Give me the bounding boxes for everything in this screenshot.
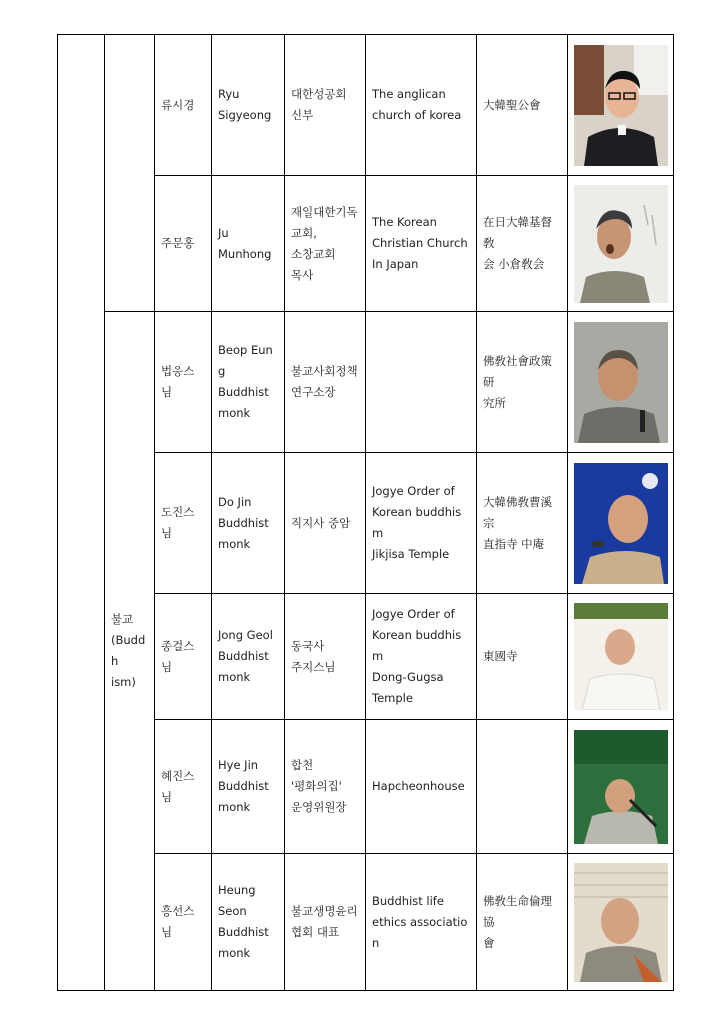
korean-title-cell: 대한성공회 신부 <box>285 35 366 176</box>
group-cell-christian <box>105 35 155 312</box>
korean-title-cell: 직지사 중암 <box>285 453 366 594</box>
outer-category-cell <box>58 35 105 991</box>
english-org-cell: The anglican church of korea <box>366 35 477 176</box>
english-name-cell: Heung Seon Buddhist monk <box>212 854 285 991</box>
photo-cell <box>568 35 674 176</box>
photo-cell <box>568 854 674 991</box>
table-row <box>58 35 674 176</box>
photo-cell <box>568 176 674 312</box>
chinese-org-cell: 大韓聖公會 <box>477 35 568 176</box>
korean-title-cell: 합천 '평화의집' 운영위원장 <box>285 720 366 854</box>
photo-cell <box>568 453 674 594</box>
photo-cell <box>568 594 674 720</box>
english-name-cell: Beop Eung Buddhist monk <box>212 312 285 453</box>
english-org-cell: The Korean Christian Church In Japan <box>366 176 477 312</box>
english-org-cell: Jogye Order of Korean buddhism Jikjisa Temple <box>366 453 477 594</box>
english-org-cell: Hapcheonhouse <box>366 720 477 854</box>
korean-name-cell: 종걸스님 <box>155 594 212 720</box>
korean-name-cell: 주문홍 <box>155 176 212 312</box>
korean-title-cell: 재일대한기독 교회, 소창교회 목사 <box>285 176 366 312</box>
korean-name-cell: 혜진스님 <box>155 720 212 854</box>
english-name-cell: Jong Geol Buddhist monk <box>212 594 285 720</box>
chinese-org-cell <box>477 720 568 854</box>
english-name-cell: Hye Jin Buddhist monk <box>212 720 285 854</box>
english-org-cell: Jogye Order of Korean buddhism Dong-Gugsa Temple <box>366 594 477 720</box>
korean-name-cell: 법응스님 <box>155 312 212 453</box>
portrait-photo <box>574 185 668 303</box>
english-org-cell <box>366 312 477 453</box>
table-row <box>58 312 674 453</box>
portrait-photo <box>574 863 668 982</box>
korean-name-cell: 흥선스님 <box>155 854 212 991</box>
korean-title-cell: 불교사회정책 연구소장 <box>285 312 366 453</box>
korean-title-cell: 불교생명윤리 협회 대표 <box>285 854 366 991</box>
portrait-photo <box>574 45 668 166</box>
chinese-org-cell: 佛敎生命倫理協 會 <box>477 854 568 991</box>
english-name-cell: Ryu Sigyeong <box>212 35 285 176</box>
portrait-photo <box>574 603 668 710</box>
english-name-cell: Ju Munhong <box>212 176 285 312</box>
korean-title-cell: 동국사 주지스님 <box>285 594 366 720</box>
photo-cell <box>568 720 674 854</box>
chinese-org-cell: 佛敎社會政策研 究所 <box>477 312 568 453</box>
portrait-photo <box>574 730 668 844</box>
english-name-cell: Do Jin Buddhist monk <box>212 453 285 594</box>
chinese-org-cell: 東國寺 <box>477 594 568 720</box>
group-cell-buddhism: 불교 (Buddh ism) <box>105 312 155 991</box>
chinese-org-cell: 在日大韓基督敎 会 小倉敎会 <box>477 176 568 312</box>
photo-cell <box>568 312 674 453</box>
chinese-org-cell: 大韓佛敎曹溪宗 直指寺 中庵 <box>477 453 568 594</box>
roster-table <box>57 34 674 991</box>
korean-name-cell: 류시경 <box>155 35 212 176</box>
korean-name-cell: 도진스님 <box>155 453 212 594</box>
portrait-photo <box>574 322 668 443</box>
portrait-photo <box>574 463 668 584</box>
english-org-cell: Buddhist life ethics association <box>366 854 477 991</box>
